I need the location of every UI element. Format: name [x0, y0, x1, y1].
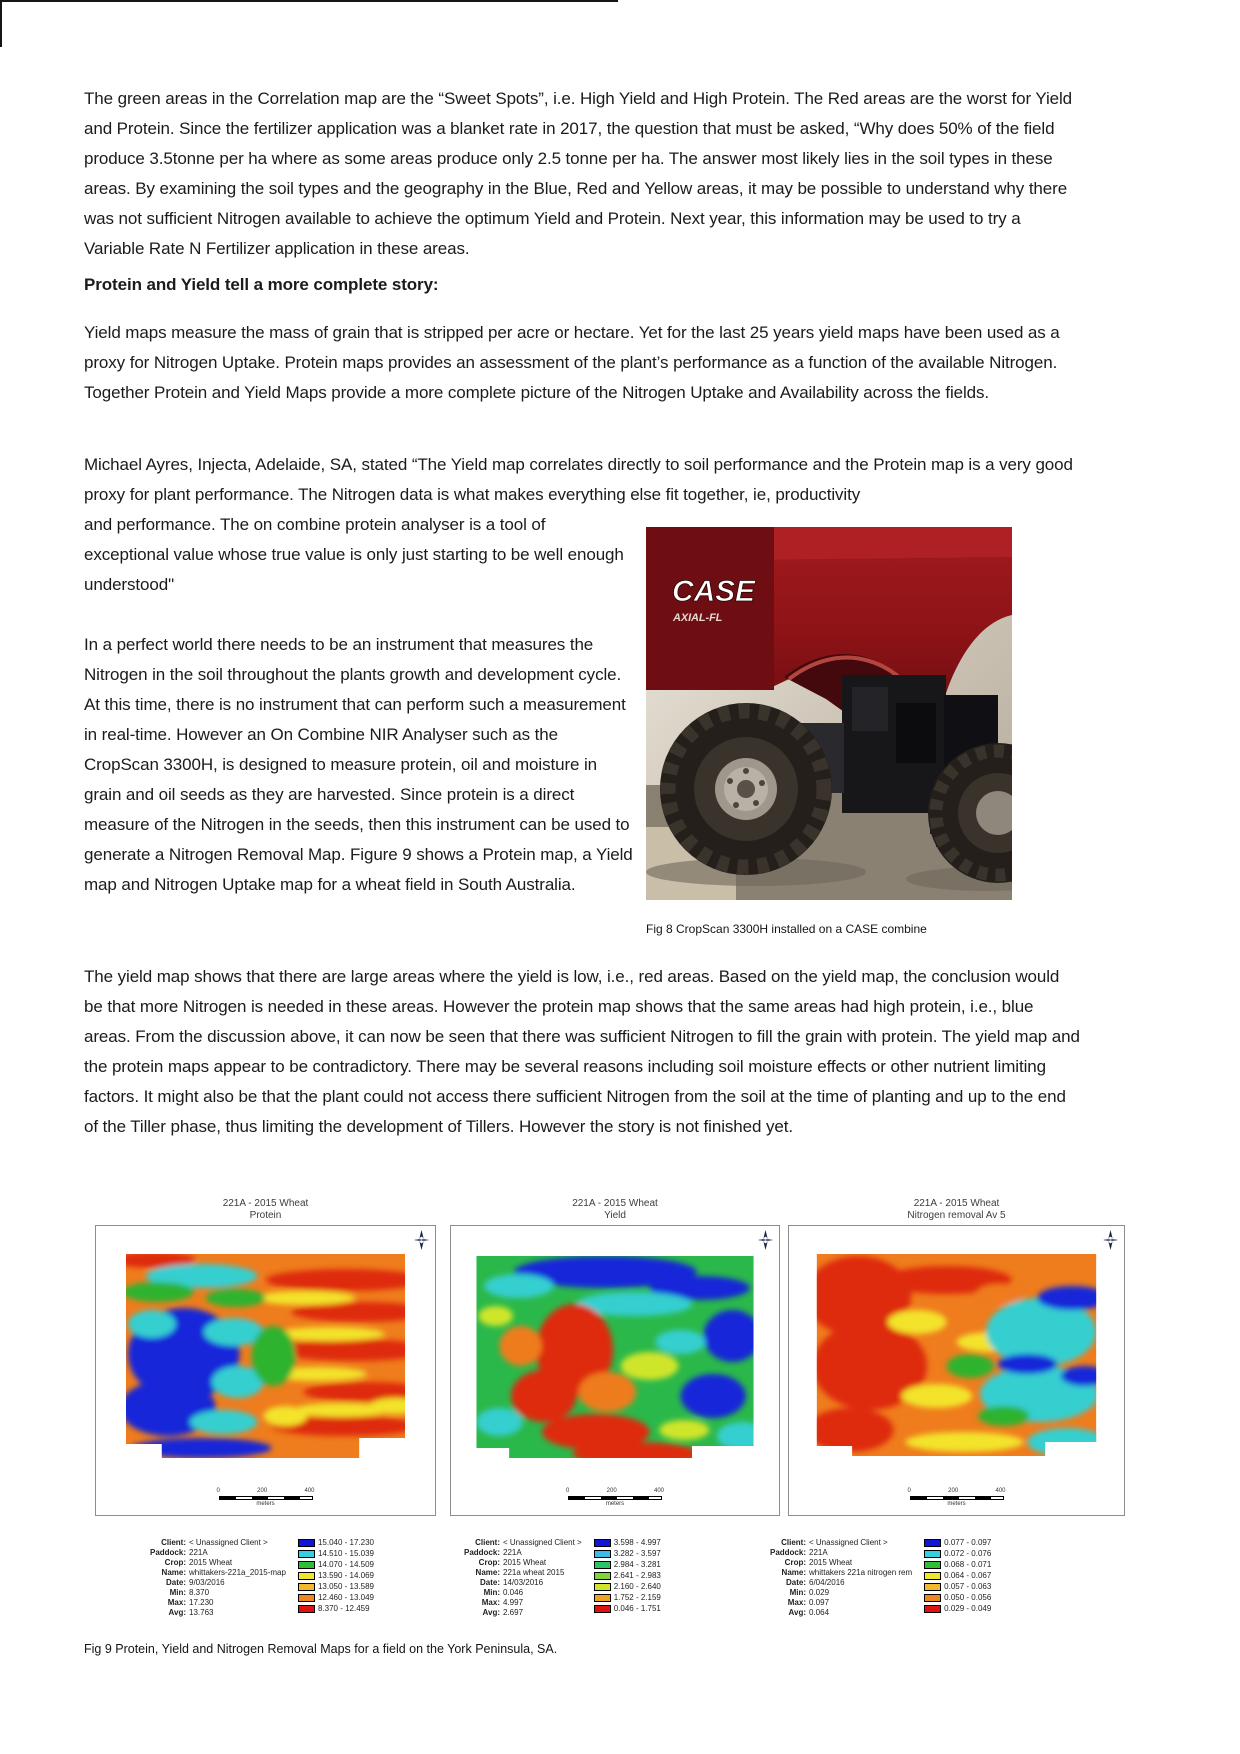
scale-unit: meters [947, 1501, 966, 1507]
combine-photo-graphic [646, 527, 1012, 900]
fig9-caption: Fig 9 Protein, Yield and Nitrogen Removal Maps for a field on the York Peninsula, SA. [84, 1642, 558, 1656]
legend-swatch: 15.040 - 17.230 [298, 1538, 374, 1548]
map-panel [788, 1225, 1125, 1516]
legend-swatch: 13.050 - 13.589 [298, 1582, 374, 1592]
map-figure-protein [95, 1198, 436, 1516]
scale-bar [902, 1488, 1012, 1508]
legend-swatch: 12.460 - 13.049 [298, 1593, 374, 1603]
map-panel [450, 1225, 780, 1516]
scale-label: 400 [653, 1488, 664, 1494]
map-title-line1: 221A - 2015 Wheat [572, 1198, 658, 1209]
scale-bar [211, 1488, 321, 1508]
legend-swatch: 1.752 - 2.159 [594, 1593, 661, 1603]
legend-swatch: 0.077 - 0.097 [924, 1538, 991, 1548]
paragraph-correlation-map: The green areas in the Correlation map are the “Sweet Spots”, i.e. High Yield and High Protein. The Red areas are the worst for Yield and Protein. Since the fertilizer application was a blanket rate in 2017, the question that must be asked, “Why does 50% of the field produce 3.5tonne per ha where as some areas produce only 2.5 tonne per ha. The answer most likely lies in the soil types in these areas. By examining the soil types and the geography in the Blue, Red and Yellow areas, it may be possible to understand why there was not sufficient Nitrogen available to achieve the optimum Yield and Protein. Next year, this information may be used to try a Variable Rate N Fertilizer application in these areas. [84, 89, 1073, 258]
legend-swatch: 0.057 - 0.063 [924, 1582, 991, 1592]
legend-fields: Client: < Unassigned Client > Paddock: 221A Crop: 2015 Wheat Name: whittakers 221a nitrogen rem Date: 6/04/2016 Min: 0.029 Max: 0.097 Avg: 0.064 [769, 1538, 913, 1617]
heading-protein-yield: Protein and Yield tell a more complete story: [84, 275, 439, 294]
legend-swatch: 2.984 - 3.281 [594, 1560, 661, 1570]
legend-swatch: 3.282 - 3.597 [594, 1549, 661, 1559]
legend-swatch: 0.029 - 0.049 [924, 1604, 991, 1614]
map-figure-nitrogen [788, 1198, 1125, 1516]
legend-swatch: 8.370 - 12.459 [298, 1604, 374, 1614]
legend-swatches [594, 1538, 661, 1618]
map-title-line2: Nitrogen removal Av 5 [907, 1210, 1006, 1221]
figure-8 [646, 527, 1080, 944]
combine-front-wheel [660, 703, 832, 875]
scale-unit: meters [256, 1501, 275, 1507]
combine-model-text: AXIAL-FL [673, 612, 723, 624]
legend-swatch: 2.641 - 2.983 [594, 1571, 661, 1581]
map-title-line1: 221A - 2015 Wheat [913, 1198, 1000, 1209]
map-raster-yield [461, 1246, 769, 1474]
combine-brand-text: CASE [672, 575, 755, 608]
page-border-left [0, 0, 2, 47]
legend-swatch: 0.064 - 0.067 [924, 1571, 991, 1581]
legend-swatch: 0.050 - 0.056 [924, 1593, 991, 1603]
legend-swatch: 13.590 - 14.069 [298, 1571, 374, 1581]
paragraph-perfect-world: In a perfect world there needs to be an instrument that measures the Nitrogen in the soil throughout the plants growth and development cycle. At this time, there is no instrument that can perform such a measurement in real-time. However an On Combine NIR Analyser such as the CropScan 3300H, is designed to measure protein, oil and moisture in grain and oil seeds as they are harvested. Since protein is a direct measure of the Nitrogen in the seeds, then this instrument can be used to generate a Nitrogen Removal Map. Figure 9 shows a Protein map, a Yield map and Nitrogen Uptake map for a wheat field in South Australia. [84, 635, 633, 894]
combine-photo [646, 527, 1012, 900]
legend-swatch: 0.068 - 0.071 [924, 1560, 991, 1570]
legend-swatch: 3.598 - 4.997 [594, 1538, 661, 1548]
legend-yield [452, 1538, 661, 1618]
legend-swatches [298, 1538, 374, 1618]
map-panel [95, 1225, 436, 1516]
map-title-line2: Protein [249, 1210, 282, 1221]
legend-swatches [924, 1538, 991, 1618]
map-title [95, 1198, 436, 1222]
map-title [450, 1198, 780, 1222]
scale-unit: meters [605, 1501, 625, 1507]
legend-swatch: 0.046 - 1.751 [594, 1604, 661, 1614]
legend-swatch: 14.070 - 14.509 [298, 1560, 374, 1570]
legend-nitrogen [758, 1538, 991, 1618]
map-title-line2: Yield [604, 1210, 626, 1221]
legend-swatch: 0.072 - 0.076 [924, 1549, 991, 1559]
map-raster-protein [106, 1246, 425, 1474]
legend-fields: Client: < Unassigned Client > Paddock: 221A Crop: 2015 Wheat Name: whittakers-221a_2015-map Date: 9/03/2016 Min: 8.370 Max: 17.230 Avg: 13.763 [149, 1538, 286, 1617]
scale-label: 200 [606, 1488, 617, 1494]
map-title [788, 1198, 1125, 1222]
page-border-top [0, 0, 618, 2]
fig8-caption: Fig 8 CropScan 3300H installed on a CASE combine [646, 922, 927, 936]
legend-swatch: 2.160 - 2.640 [594, 1582, 661, 1592]
legend-protein [138, 1538, 374, 1618]
text-image-wrap-region [84, 510, 1080, 948]
paragraph-michael-ayres-wrap: and performance. The on combine protein analyser is a tool of exceptional value whose true value is only just starting to be well enough understood" [84, 515, 624, 594]
map-raster-nitrogen [799, 1246, 1114, 1474]
legend-fields: Client: < Unassigned Client > Paddock: 221A Crop: 2015 Wheat Name: 221a wheat 2015 Date: 14/03/2016 Min: 0.046 Max: 4.997 Avg: 2.697 [463, 1538, 582, 1617]
scale-label: 0 [566, 1488, 570, 1494]
paragraph-yield-maps: Yield maps measure the mass of grain that is stripped per acre or hectare. Yet for the last 25 years yield maps have been used as a proxy for Nitrogen Uptake. Protein maps provides an assessment of the plant’s performance as a function of the available Nitrogen. Together Protein and Yield Maps provide a more complete picture of the Nitrogen Uptake and Availability across the fields. [84, 323, 1060, 402]
scale-label: 400 [304, 1488, 315, 1494]
paragraph-yield-map-discussion: The yield map shows that there are large areas where the yield is low, i.e., red areas. Based on the yield map, the conclusion would be that more Nitrogen is needed in these areas. However the protein map shows that the same areas had high protein, i.e., blue areas. From the discussion above, it can now be seen that there was sufficient Nitrogen to fill the grain with protein. The yield map and the protein maps appear to be contradictory. There may be several reasons including soil moisture effects or other nutrient limiting factors. It might also be that the plant could not access there sufficient Nitrogen from the soil at the time of planting and up to the end of the Tiller phase, thus limiting the development of Tillers. However the story is not finished yet. [84, 967, 1080, 1136]
scale-bar [560, 1488, 670, 1508]
scale-label: 0 [907, 1488, 911, 1494]
paragraph-michael-ayres-intro: Michael Ayres, Injecta, Adelaide, SA, stated “The Yield map correlates directly to soil performance and the Protein map is a very good proxy for plant performance. The Nitrogen data is what makes everything else fit together, ie, productivity [84, 455, 1073, 504]
scale-label: 400 [995, 1488, 1006, 1494]
map-title-line1: 221A - 2015 Wheat [222, 1198, 309, 1209]
scale-label: 0 [216, 1488, 220, 1494]
map-figure-yield [450, 1198, 780, 1516]
scale-label: 200 [948, 1488, 959, 1494]
legend-swatch: 14.510 - 15.039 [298, 1549, 374, 1559]
scale-label: 200 [257, 1488, 268, 1494]
